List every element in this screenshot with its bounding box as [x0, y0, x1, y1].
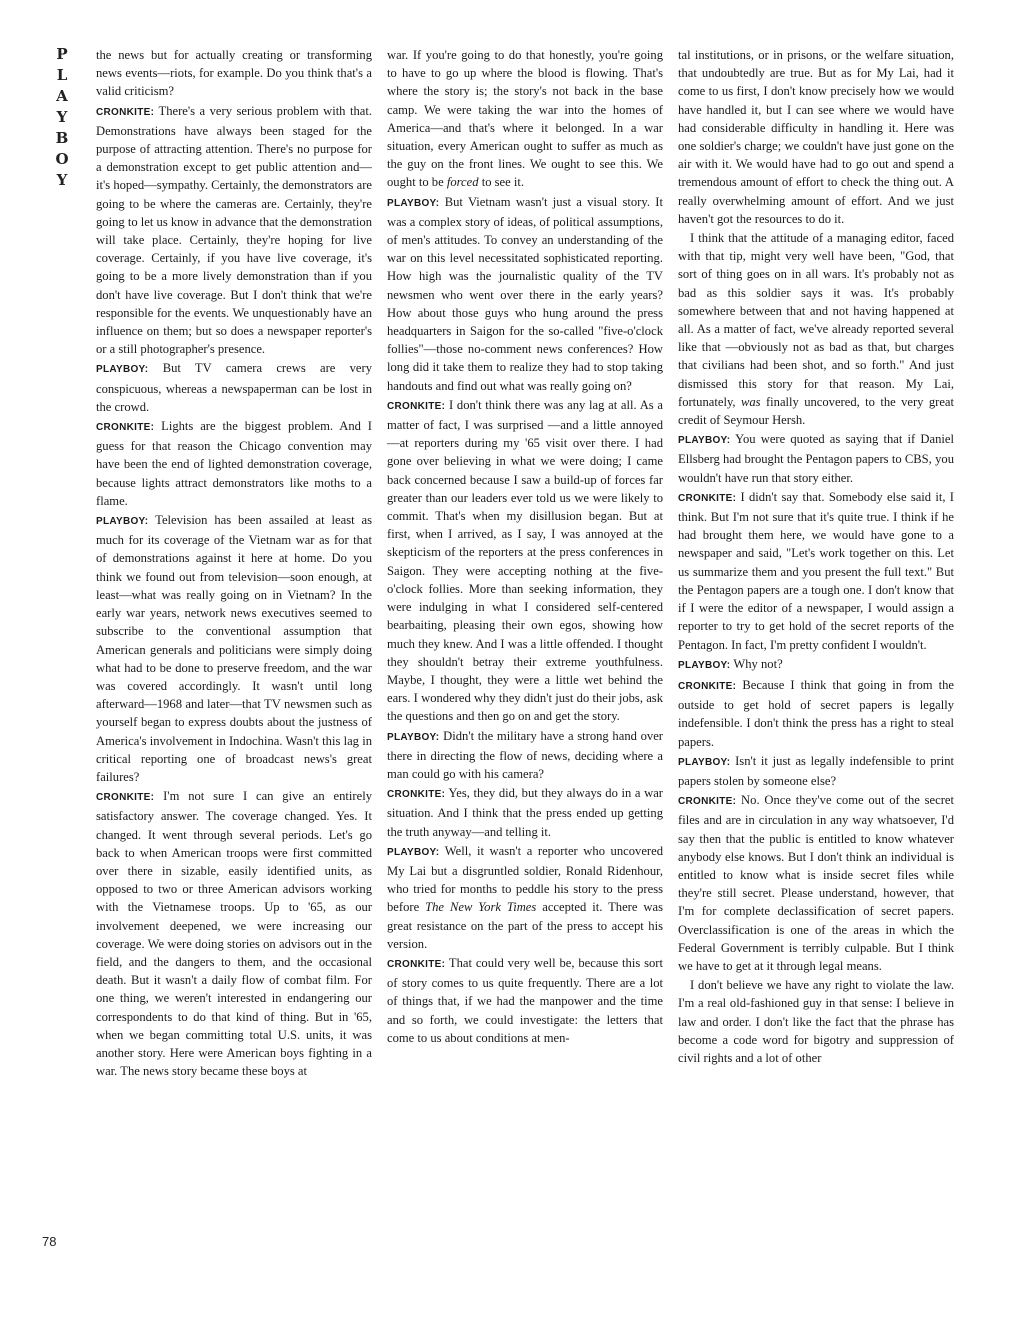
title-letter: A — [56, 87, 68, 105]
magazine-title-vertical — [50, 44, 74, 191]
article-paragraph — [387, 727, 663, 784]
speaker-label: CRONKITE: — [96, 106, 155, 118]
text-column-3 — [678, 46, 954, 1068]
speaker-label: CRONKITE: — [387, 789, 446, 801]
article-paragraph — [678, 430, 954, 487]
article-paragraph — [678, 791, 954, 975]
speaker-label: CRONKITE: — [96, 792, 155, 804]
title-letter: L — [56, 66, 68, 84]
paragraph-text: Lights are the biggest problem. And I guess for that reason the Chicago convention may have been the end of lighted demonstration coverage, because lights attract demonstrators like moths to a flame. — [96, 419, 372, 508]
paragraph-text: I didn't say that. Somebody else said it, I think. But I'm not sure that it's quite true. I think if he had brought them here, we would have gone to a newspaper and said, "Let's work together on this. Let us summarize them and you present the full text." But the Pentagon papers are a tough one. I don't know that if I were the editor of a newspaper, I would assign a reporter to try to get hold of the secret reports of the Pentagon. In fact, I'm pretty confident I wouldn't. — [678, 489, 954, 652]
article-paragraph — [96, 359, 372, 416]
paragraph-text: Yes, they did, but they always do in a war situation. And I think that the press ended up getting the truth anyway—and telling it. — [387, 786, 663, 839]
speaker-label: CRONKITE: — [678, 680, 737, 692]
speaker-label: PLAYBOY: — [96, 364, 149, 376]
article-paragraph — [96, 511, 372, 786]
article-paragraph — [387, 193, 663, 395]
article-paragraph — [678, 976, 954, 1067]
emphasized-text: was — [740, 394, 761, 409]
article-paragraph — [678, 46, 954, 228]
paragraph-text: I'm not sure I can give an entirely satisfactory answer. The coverage changed. Yes. It changed. It went through several periods. Let's go back to when American troops were first committed over there in sizable, easily identified units, as opposed to two or three American advisors working with the Vietnamese troops. Up to '65, as our involvement deepened, we were increasing our coverage. We were doing stories on advisors out in the field, and the dangers to them, and the occasional death. But it wasn't a daily flow of combat film. For one thing, we weren't interested in endangering our correspondents to do that kind of thing. But in '65, when we began committing total U.S. units, it was another story. Here were American boys fighting in a war. The news story became these boys at — [96, 789, 372, 1079]
paragraph-text: I don't believe we have any right to violate the law. I'm a real old-fashioned guy in that sense: I believe in law and order. I don't like the fact that the phrase has become a code word for bigotry and suppression of civil rights and a lot of other — [678, 978, 954, 1065]
paragraph-text-tail: accepted it. There was great resistance on the part of the press to accept his version. — [387, 900, 663, 951]
paragraph-text: There's a very serious problem with that. Demonstrations have always been staged for the purpose of attracting attention. There's no purpose for a demonstration except to get public attention and—it's hoped—sympathy. Certainly, the demonstrators are going to be where the cameras are. Certainly, they're going to let us know in advance that the demonstration will take place. Certainly, they're hoping for live coverage. Certainly, if you have live coverage, it's going to be a more lively demonstration than if you don't have live coverage. But I don't think that we're responsible for the events. We unquestionably have an influence on them; but so does a newspaper reporter's or a still photographer's presence. — [96, 103, 373, 357]
title-letter: B — [55, 129, 69, 147]
speaker-label: PLAYBOY: — [387, 731, 440, 743]
article-paragraph — [96, 102, 372, 359]
speaker-label: CRONKITE: — [96, 422, 155, 434]
article-paragraph — [96, 417, 372, 510]
title-letter: Y — [56, 171, 68, 189]
paragraph-text-tail: finally uncovered, to the very great credit of Seymour Hersh. — [678, 394, 955, 428]
paragraph-text: Didn't the military have a strong hand over there in directing the flow of news, deciding where a man could go with his camera? — [387, 728, 663, 781]
article-paragraph — [678, 655, 954, 675]
emphasized-text: forced — [446, 175, 479, 190]
article-paragraph — [387, 396, 663, 726]
article-paragraph — [387, 784, 663, 841]
text-column-1 — [96, 46, 372, 1081]
paragraph-text: No. Once they've come out of the secret files and are in circulation in any way whatsoever, I'd say then that the public is entitled to know whatever anybody else knows. But I don't think an individual is entitled to know what is inside secret files while they're still secret. Please understand, however, that I'm for complete declassification of secret papers. Overclassification is one of the areas in which the Federal Government is terribly culpable. But I think we have to get at it through legal means. — [678, 793, 955, 973]
speaker-label: CRONKITE: — [678, 796, 737, 808]
paragraph-text: the news but for actually creating or transforming news events—riots, for example. Do you think that's a valid criticism? — [96, 48, 372, 99]
text-column-2 — [387, 46, 663, 1048]
speaker-label: PLAYBOY: — [387, 846, 440, 858]
paragraph-text: Television has been assailed at least as much for its coverage of the Vietnam war as for that of demonstrations against it here at home. Do you think we found out from television—soon enough, at least—what was really going on in Vietnam? In the early war years, network news executives seemed to subscribe to the conventional assumption that American generals and politicians were simply doing what had to be done to preserve freedom, and the war was covered accordingly. It wasn't until long afterward—1968 and later—that TV newsmen such as yourself began to express doubts about the justness of America's involvement in Indochina. Wasn't this lag in critical reporting one of broadcast news's great failures? — [96, 513, 373, 784]
paragraph-text: But TV camera crews are very conspicuous, whereas a newspaperman can be lost in the crowd. — [96, 361, 372, 414]
article-paragraph — [678, 752, 954, 790]
paragraph-text: But Vietnam wasn't just a visual story. It was a complex story of ideas, of political assumptions, of men's attitudes. To convey an understanding of the war on this level necessitated sophisticated reporting. How high was the journalistic quality of the TV newsmen who went over there in the early years? How about those guys who hung around the press headquarters in Saigon for the so-called "five-o'clock follies"—those no-comment news conferences? How long did it take them to realize they had to stop taking handouts and find out what was really going on? — [387, 194, 663, 393]
paragraph-text: I think that the attitude of a managing editor, faced with that tip, might very well have been, "God, that sort of thing goes on in all wars. It's probably not as bad as this soldier says it was. It's probably somewhere between that and not having happened at all. As a matter of fact, we've already reported several like that —obviously not as bad as that, but charges that civilians had been shot, and so forth." And just dismissed this story for that reason. My Lai, fortunately, — [678, 231, 954, 409]
article-paragraph — [387, 46, 663, 192]
article-paragraph — [678, 676, 954, 751]
speaker-label: CRONKITE: — [678, 492, 737, 504]
article-paragraph — [387, 842, 663, 953]
page-number: 78 — [42, 1234, 57, 1249]
paragraph-text: tal institutions, or in prisons, or the welfare situation, that undoubtedly are true. But as for My Lai, had it come to us first, I don't know precisely how we would have handled it, but I can see where we would have had considerable difficulty in handling it. Here was one soldier's charge; we couldn't have just gone on the air with it. We would have had to go out and spend a tremendous amount of effort to check the thing out. A really overwhelming amount of effort. And we just haven't got the resources to do it. — [678, 48, 954, 226]
paragraph-text: You were quoted as saying that if Daniel Ellsberg had brought the Pentagon papers to CBS, you wouldn't have run that story either. — [678, 432, 954, 485]
article-paragraph — [678, 229, 954, 429]
title-letter: P — [56, 45, 68, 63]
speaker-label: PLAYBOY: — [387, 197, 440, 209]
paragraph-text: That could very well be, because this sort of story comes to us quite frequently. There are a lot of things that, if we had the manpower and the time and so forth, we could investigate: the letters that come to us about conditions at men- — [387, 955, 664, 1045]
article-paragraph — [96, 46, 372, 101]
paragraph-text-tail: to see it. — [478, 175, 525, 190]
emphasized-text: The New York Times — [425, 900, 537, 915]
paragraph-text: war. If you're going to do that honestly, you're going to have to go up where the blood is flowing. That's where the story is; the story's not back in the base camp. We were taking the war into the homes of America—and that's where it belonged. In a war situation, every American ought to suffer as much as the guy on the front lines. We ought to see this. We ought to be — [387, 48, 663, 190]
speaker-label: PLAYBOY: — [678, 659, 731, 671]
article-paragraph — [96, 787, 372, 1080]
speaker-label: CRONKITE: — [387, 400, 446, 412]
article-paragraph — [678, 488, 954, 654]
paragraph-text: Why not? — [733, 656, 783, 671]
article-paragraph — [387, 954, 663, 1047]
paragraph-text: I don't think there was any lag at all. As a matter of fact, I was surprised —and a little annoyed—at reporters during my '65 visit over there. I had gone over believing in what we were doing; I came back concerned because I saw a build-up of forces far greater than our leaders ever told us we were likely to commit. That's when my disillusion began. But at first, when I arrived, as I say, I was annoyed at the skepticism of the reporters at the press conferences in Saigon. They were accepting nothing at the five-o'clock follies. More than seeking information, they were indulging in what I considered self-centered bearbaiting, pleasing their own egos, showing how much they knew. And I was a little offended. I thought they shouldn't betray their extreme youthfulness. Maybe, I thought, they were a little wet behind the ears. I wondered why they didn't just do their jobs, ask the questions and then go on and get the story. — [387, 397, 664, 724]
paragraph-text: Because I think that going in from the outside to get hold of secret papers is legally indefensible. I don't think the press has a right to steal papers. — [678, 677, 954, 749]
speaker-label: PLAYBOY: — [678, 435, 731, 447]
speaker-label: PLAYBOY: — [96, 516, 149, 528]
speaker-label: CRONKITE: — [387, 958, 446, 970]
paragraph-text: Well, it wasn't a reporter who uncovered My Lai but a disgruntled soldier, Ronald Ridenhour, who tried for months to peddle his story to the press before — [387, 843, 664, 915]
title-letter: O — [55, 150, 69, 168]
paragraph-text: Isn't it just as legally indefensible to print papers stolen by someone else? — [678, 753, 954, 788]
title-letter: Y — [56, 108, 68, 126]
speaker-label: PLAYBOY: — [678, 756, 731, 768]
